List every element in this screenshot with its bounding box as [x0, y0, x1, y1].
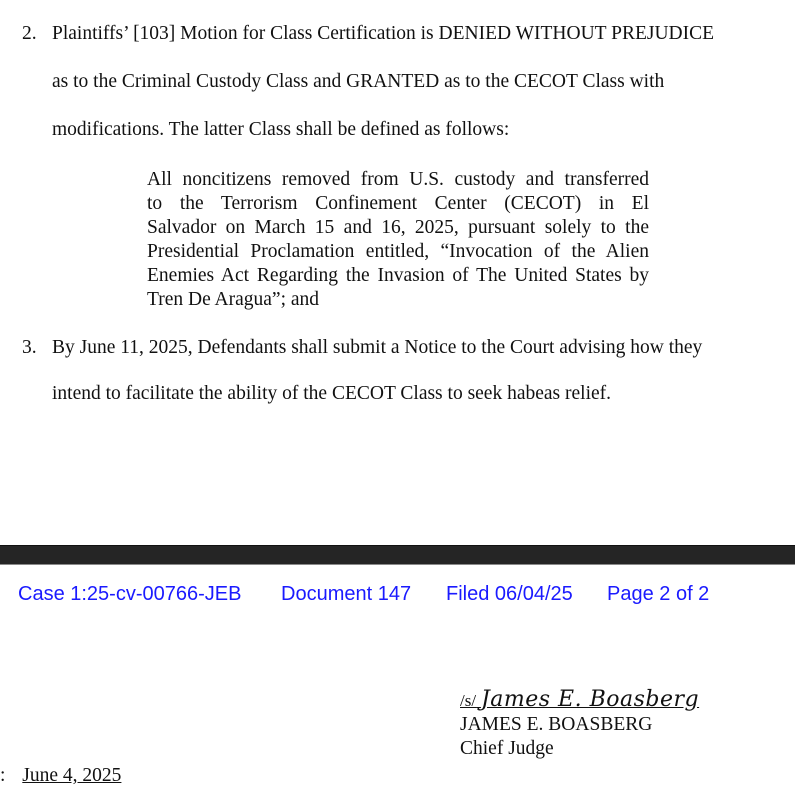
date-value: June 4, 2025 [22, 765, 122, 786]
slash-s: /s/ [460, 691, 477, 710]
class-def-line: Tren De Aragua”; and [147, 289, 320, 310]
item2-line-3: modifications. The latter Class shall be defined as follows: [52, 119, 510, 140]
case-number: Case 1:25-cv-00766-JEB [18, 583, 242, 605]
page-count: Page 2 of 2 [607, 583, 710, 605]
document-number: Document 147 [281, 583, 412, 605]
item2-line-2: as to the Criminal Custody Class and GRANTED as to the CECOT Class with [52, 71, 665, 92]
printed-name: JAMES E. BOASBERG [460, 714, 653, 735]
electronic-signature [460, 688, 699, 713]
class-def-line: Presidential Proclamation entitled, “Invocation of the Alien [147, 241, 649, 262]
item-number-3: 3. [22, 337, 37, 358]
class-def-line: to the Terrorism Confinement Center (CECOT) in El [147, 193, 649, 214]
item3-line-1: By June 11, 2025, Defendants shall submit a Notice to the Court advising how they [52, 337, 703, 358]
item-number-2: 2. [22, 23, 37, 44]
class-def-line: All noncitizens removed from U.S. custody and transferred [147, 169, 649, 190]
signature-block [460, 688, 699, 761]
ecf-page-header [0, 580, 795, 612]
class-definition-block [147, 168, 649, 312]
judge-title: Chief Judge [460, 738, 554, 759]
item2-line-1: Plaintiffs’ [103] Motion for Class Certification is DENIED WITHOUT PREJUDICE [52, 23, 715, 44]
class-def-line: Salvador on March 15 and 16, 2025, pursuant solely to the [147, 217, 649, 238]
class-def-line: Enemies Act Regarding the Invasion of The United States by [147, 265, 649, 286]
item3-line-2: intend to facilitate the ability of the CECOT Class to seek habeas relief. [52, 383, 612, 404]
page-divider [0, 545, 795, 565]
date-label-fragment: : [0, 765, 6, 786]
script-signature: James E. Boasberg [480, 687, 700, 712]
filed-date: Filed 06/04/25 [446, 583, 573, 605]
date-line [0, 765, 121, 787]
